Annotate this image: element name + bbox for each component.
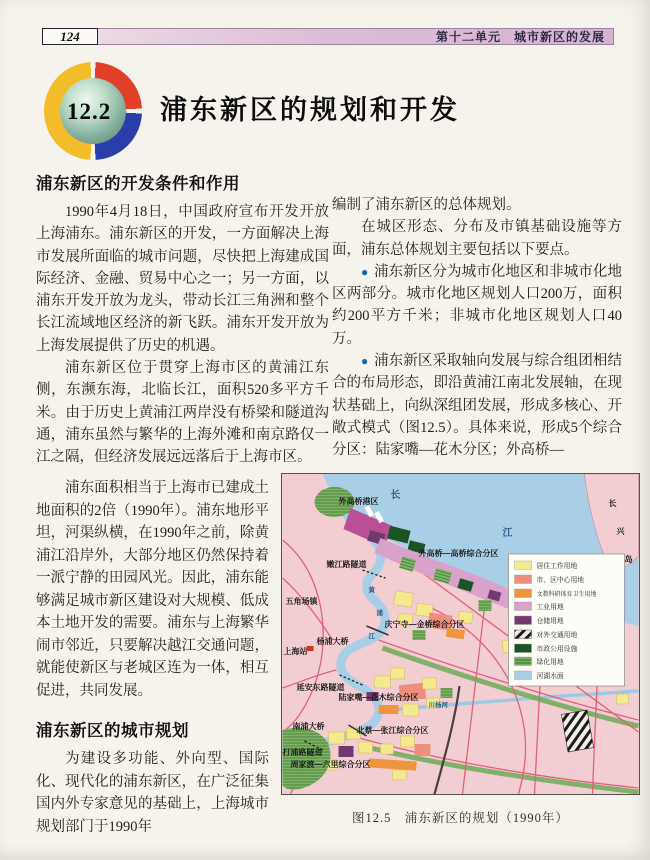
bullet-icon: ● (361, 354, 371, 369)
left-column-top (36, 170, 329, 469)
bullet-icon: ● (361, 264, 371, 279)
legend-item (515, 657, 564, 666)
svg-text:绿化用地: 绿化用地 (536, 659, 564, 666)
lesson-title: 浦东新区的规划和开发 (160, 95, 460, 125)
paragraph: 编制了浦东新区的总体规划。 (332, 197, 521, 213)
map-label-changjiang-2: 江 (502, 528, 514, 539)
svg-text:工业用地: 工业用地 (536, 604, 564, 611)
map-label-changxingdao-1: 长 (608, 499, 617, 508)
map-label-huangpu-2: 浦 (376, 610, 383, 617)
section-heading-development: 浦东新区的开发条件和作用 (36, 175, 240, 193)
bullet-item (332, 261, 622, 350)
svg-text:仓储用地: 仓储用地 (536, 618, 564, 625)
paragraph: 在城区形态、分布及市镇基础设施等方面，浦东总体规划主要包括以下要点。 (332, 219, 622, 258)
map-label-zhoujiadu-district: 周家渡—六里综合分区 (290, 760, 371, 769)
map-label-waigaoqiao-port: 外高桥港区 (338, 497, 379, 506)
svg-text:市政公用设施: 市政公用设施 (536, 646, 578, 653)
pudong-planning-map (281, 473, 640, 795)
legend-item (515, 671, 564, 680)
map-label-lujiazui-district: 陆家嘴—花木综合分区 (338, 693, 419, 702)
map-label-changxingdao-2: 兴 (616, 527, 625, 536)
legend-item (515, 561, 578, 570)
paragraph: 1990年4月18日，中国政府宣布开发开放上海浦东。浦东新区的开发，一方面解决上海市发展所面临的城市问题，尽快把上海建成国际经济、金融、贸易中心之一；另一方面，以浦东开发开放为龙头，带动长江三角洲和整个长江流域地区经济的新飞跃。浦东开发开放为上海发展提供了历史的机遇。 (36, 204, 329, 354)
unit-title: 第十二单元 城市新区的发展 (435, 30, 605, 44)
page-header (42, 28, 614, 45)
paragraph: 浦东面积相当于上海市已建成土地面积的2倍（1990年）。浦东地形平坦，河渠纵横，在1990年之前，除黄浦江沿岸外，大部分地区仍然保持着一派宁静的田园风光。因此，浦东能够满足城市新区建设对大规模、低成本土地开发的需要。浦东与上海繁华闹市邻近，只要解决越江交通问题，就能使新区与老城区连为一体，相互促进，共同发展。 (36, 480, 269, 699)
bullet-item (332, 350, 622, 461)
svg-text:河湖水面: 河湖水面 (536, 673, 564, 680)
lesson-number: 12.2 (66, 99, 112, 124)
map-label-waigaoqiao-district: 外高桥—高桥综合分区 (418, 549, 499, 558)
bullet-text: 浦东新区分为城市化地区和非城市化地区两部分。城市化地区规划人口200万，面积约200平方千米；非城市化地区规划人口40万。 (332, 263, 623, 347)
map-label-huangpu-3: 江 (368, 633, 375, 640)
map-label-shanghai-station: 上海站 (283, 647, 308, 656)
svg-text:市、区中心用地: 市、区中心用地 (536, 577, 585, 584)
shanghai-station-marker (307, 646, 314, 651)
svg-text:对外交通用地: 对外交通用地 (536, 632, 578, 639)
map-label-nenjiang-tunnel: 嫩江路隧道 (326, 560, 367, 569)
map-label-huangpu-1: 黄 (368, 587, 375, 594)
map-label-chuanyang-river: 川杨河 (428, 702, 448, 709)
unit-title-bar (98, 28, 614, 45)
legend-item (515, 575, 585, 584)
paragraph: 浦东新区位于贯穿上海市区的黄浦江东侧，东濒东海，北临长江，面积520多平方千米。由于历史上黄浦江两岸没有桥梁和隧道沟通，浦东虽然与繁华的上海外滩和南京路仅一江之隔，但经济发展远远落后于上海市区。 (36, 360, 329, 466)
lesson-badge (44, 62, 142, 160)
bullet-text: 浦东新区采取轴向发展与综合组团相结合的布局形态，即沿黄浦江南北发展轴，在现状基础上，向纵深组团发展，形成多核心、开敞式模式（图12.5）。具体来说，形成5个综合分区：陆家嘴—花木分区；外高桥— (332, 353, 623, 459)
map-label-wujiaochang: 五角场镇 (285, 597, 318, 606)
map-label-changxingdao-3: 岛 (624, 555, 633, 564)
map-label-qingningsi-district: 庆宁寺—金桥综合分区 (384, 620, 465, 629)
paragraph: 为建设多功能、外向型、国际化、现代化的浦东新区，在广泛征集国内外专家意见的基础上，上海城市规划部门于1990年 (36, 751, 269, 835)
legend-item (515, 616, 564, 625)
svg-text:居住工作用地: 居住工作用地 (536, 563, 578, 570)
figure-12-5 (281, 473, 640, 826)
svg-text:文教科研体育卫生用地: 文教科研体育卫生用地 (536, 592, 597, 598)
map-label-nanpu-bridge: 南浦大桥 (292, 722, 325, 731)
map-legend (509, 554, 625, 686)
map-label-yangpu-bridge: 杨浦大桥 (316, 637, 349, 646)
page-number: 124 (42, 28, 98, 45)
left-column-bottom (36, 477, 269, 838)
legend-item (515, 644, 578, 653)
figure-caption: 图12.5 浦东新区的规划（1990年） (352, 811, 569, 825)
map-label-changjiang-1: 长 (390, 490, 402, 501)
right-column (332, 194, 622, 462)
legend-item (515, 602, 564, 611)
map-label-dapu-tunnel: 打浦路隧道 (282, 748, 323, 757)
map-label-beicai-district: 北蔡—张江综合分区 (356, 726, 429, 735)
section-heading-planning: 浦东新区的城市规划 (36, 722, 189, 740)
legend-item (515, 630, 578, 639)
map-label-yanan-tunnel: 延安东路隧道 (296, 683, 345, 692)
